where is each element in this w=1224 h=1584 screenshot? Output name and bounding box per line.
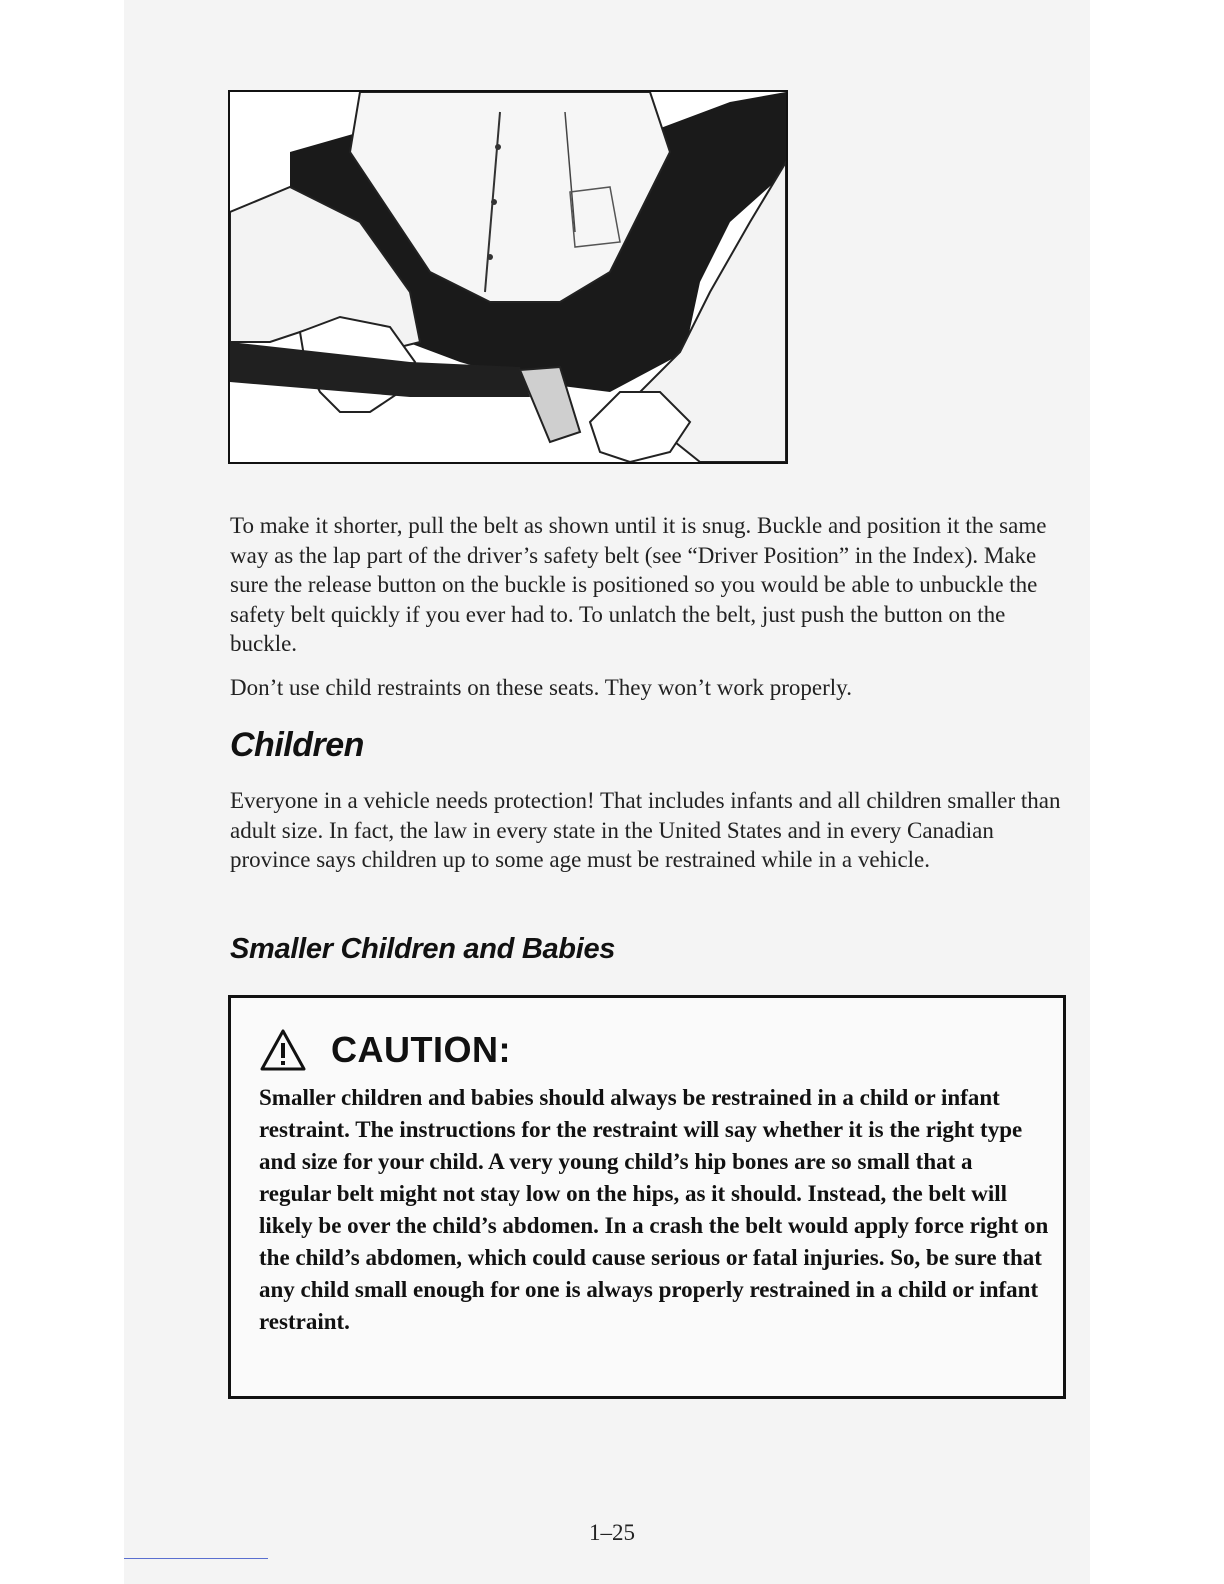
page-number: 1–25 — [589, 1520, 635, 1545]
seat-belt-buckle-illustration — [228, 90, 788, 464]
no-child-restraints-paragraph: Don’t use child restraints on these seats. They won’t work properly. — [230, 675, 852, 700]
children-heading: Children — [230, 726, 364, 764]
caution-box — [228, 995, 1066, 1399]
caution-title: CAUTION: — [331, 1029, 511, 1070]
everyone-protection-paragraph: Everyone in a vehicle needs protection! That includes infants and all children smaller than adult size. In fact, the law in every state in the United States and in every Canadian province says children up to some age must be restrained while in a vehicle. — [230, 788, 1061, 872]
shorten-belt-paragraph: To make it shorter, pull the belt as shown until it is snug. Buckle and position it the same way as the lap part of the driver’s safety belt (see “Driver Position” in the Index). Make sure the release button on the buckle is positioned so you would be able to unbuckle the safety belt quickly if you ever had to. To unlatch the belt, just push the button on the buckle. — [230, 513, 1047, 656]
caution-header — [259, 1028, 511, 1072]
smaller-children-heading: Smaller Children and Babies — [230, 933, 616, 965]
warning-triangle-icon — [259, 1028, 307, 1072]
caution-text: Smaller children and babies should always be restrained in a child or infant restraint. The instructions for the restraint will say whether it is the right type and size for your child. A very young child’s hip bones are so small that a regular belt might not stay low on the hips, as it should. Instead, the belt will likely be over the child’s abdomen. In a crash the belt would apply force right on the child’s abdomen, which could cause serious or fatal injuries. So, be sure that any child small enough for one is always properly restrained in a child or infant restraint. — [259, 1085, 1049, 1334]
divider-line — [124, 1558, 268, 1559]
